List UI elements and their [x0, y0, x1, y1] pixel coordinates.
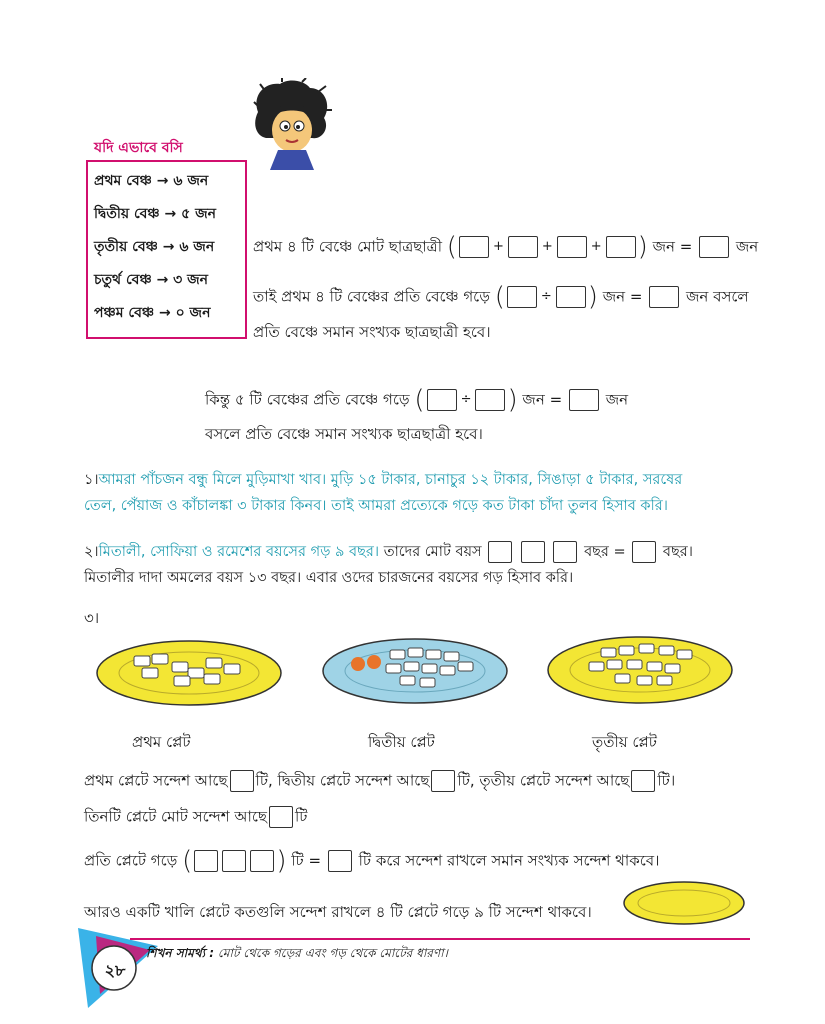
answer-box[interactable] — [521, 541, 545, 563]
section-heading: যদি এভাবে বসি — [94, 140, 183, 156]
learning-outcome: শিখন সামর্থ্য : মোট থেকে গড়ের এবং গড় থেকে মোটের ধারণা। — [146, 946, 448, 960]
plate-second — [320, 636, 510, 706]
total-students-line: প্রথম ৪ টি বেঞ্চে মোট ছাত্রছাত্রী ( + + + ) জন = জন — [253, 232, 759, 262]
answer-box[interactable] — [569, 389, 599, 411]
seat-row: তৃতীয় বেঞ্চ → ৬ জন — [94, 239, 215, 255]
answer-box[interactable] — [553, 541, 577, 563]
average-sweets-line: প্রতি প্লেটে গড়ে ( ) টি = টি করে সন্দেশ রাখলে সমান সংখ্যক সন্দেশ থাকবে। — [84, 846, 660, 876]
equal-students-line: প্রতি বেঞ্চে সমান সংখ্যক ছাত্রছাত্রী হবে। — [253, 323, 491, 341]
answer-box[interactable] — [431, 770, 455, 792]
question-1-line-2: তেল, পেঁয়াজ ও কাঁচালঙ্কা ৩ টাকার কিনব। তাই আমরা প্রত্যেকে গড়ে কত টাকা চাঁদা তুলব হিসাব করি। — [84, 498, 668, 514]
answer-box[interactable] — [631, 770, 655, 792]
plate-third — [545, 634, 735, 706]
question-3-number: ৩। — [84, 609, 100, 627]
page-number: ২৮ — [104, 961, 126, 980]
seat-row: পঞ্চম বেঞ্চ → ০ জন — [94, 305, 211, 321]
answer-box[interactable] — [507, 286, 537, 308]
boy-illustration — [252, 78, 332, 170]
plate-label-first: প্রথম প্লেট — [132, 733, 191, 751]
answer-box[interactable] — [649, 286, 679, 308]
average-four-line: তাই প্রথম ৪ টি বেঞ্চের প্রতি বেঞ্চে গড়ে ( ÷ ) জন = জন বসলে — [253, 282, 749, 312]
answer-box[interactable] — [194, 850, 218, 872]
question-1: ১।আমরা পাঁচজন বন্ধু মিলে মুড়িমাখা খাব। মুড়ি ১৫ টাকার, চানাচুর ১২ টাকার, সিঙাড়া ৫ টাকার, সরষের — [84, 472, 683, 488]
plate-empty — [622, 880, 746, 926]
answer-box[interactable] — [427, 389, 457, 411]
answer-box[interactable] — [556, 286, 586, 308]
plate-first — [94, 638, 284, 708]
answer-box[interactable] — [606, 236, 636, 258]
footer-divider — [130, 938, 750, 940]
answer-box[interactable] — [328, 850, 352, 872]
empty-plate-line: আরও একটি খালি প্লেটে কতগুলি সন্দেশ রাখলে ৪ টি প্লেটে গড়ে ৯ টি সন্দেশ থাকবে। — [84, 903, 592, 921]
answer-box[interactable] — [250, 850, 274, 872]
answer-box[interactable] — [488, 541, 512, 563]
seating-box — [86, 160, 247, 339]
answer-box[interactable] — [475, 389, 505, 411]
seat-row: দ্বিতীয় বেঞ্চ → ৫ জন — [94, 206, 216, 222]
answer-box[interactable] — [230, 770, 254, 792]
answer-box[interactable] — [557, 236, 587, 258]
answer-box[interactable] — [699, 236, 729, 258]
seat-row: প্রথম বেঞ্চ → ৬ জন — [94, 173, 209, 189]
plate-label-third: তৃতীয় প্লেট — [592, 733, 657, 751]
answer-box[interactable] — [508, 236, 538, 258]
seat-row: চতুর্থ বেঞ্চ → ৩ জন — [94, 272, 209, 288]
plate-label-second: দ্বিতীয় প্লেট — [368, 733, 435, 751]
answer-box[interactable] — [222, 850, 246, 872]
answer-box[interactable] — [632, 541, 656, 563]
question-2: ২।মিতালী, সোফিয়া ও রমেশের বয়সের গড় ৯ বছর। তাদের মোট বয়স বছর = বছর। — [84, 541, 693, 563]
average-five-line: কিন্তু ৫ টি বেঞ্চের প্রতি বেঞ্চে গড়ে ( ÷ ) জন = জন — [205, 385, 629, 415]
answer-box[interactable] — [459, 236, 489, 258]
total-sweets-line: তিনটি প্লেটে মোট সন্দেশ আছে টি — [84, 806, 307, 828]
answer-box[interactable] — [269, 806, 293, 828]
equal-students-line-2: বসলে প্রতি বেঞ্চে সমান সংখ্যক ছাত্রছাত্রী হবে। — [205, 425, 483, 443]
question-2-line-2: মিতালীর দাদা অমলের বয়স ১৩ বছর। এবার ওদের চারজনের বয়সের গড় হিসাব করি। — [84, 570, 574, 586]
sweets-count-line: প্রথম প্লেটে সন্দেশ আছে টি, দ্বিতীয় প্লেটে সন্দেশ আছে টি, তৃতীয় প্লেটে সন্দেশ আছে টি। — [84, 770, 675, 792]
